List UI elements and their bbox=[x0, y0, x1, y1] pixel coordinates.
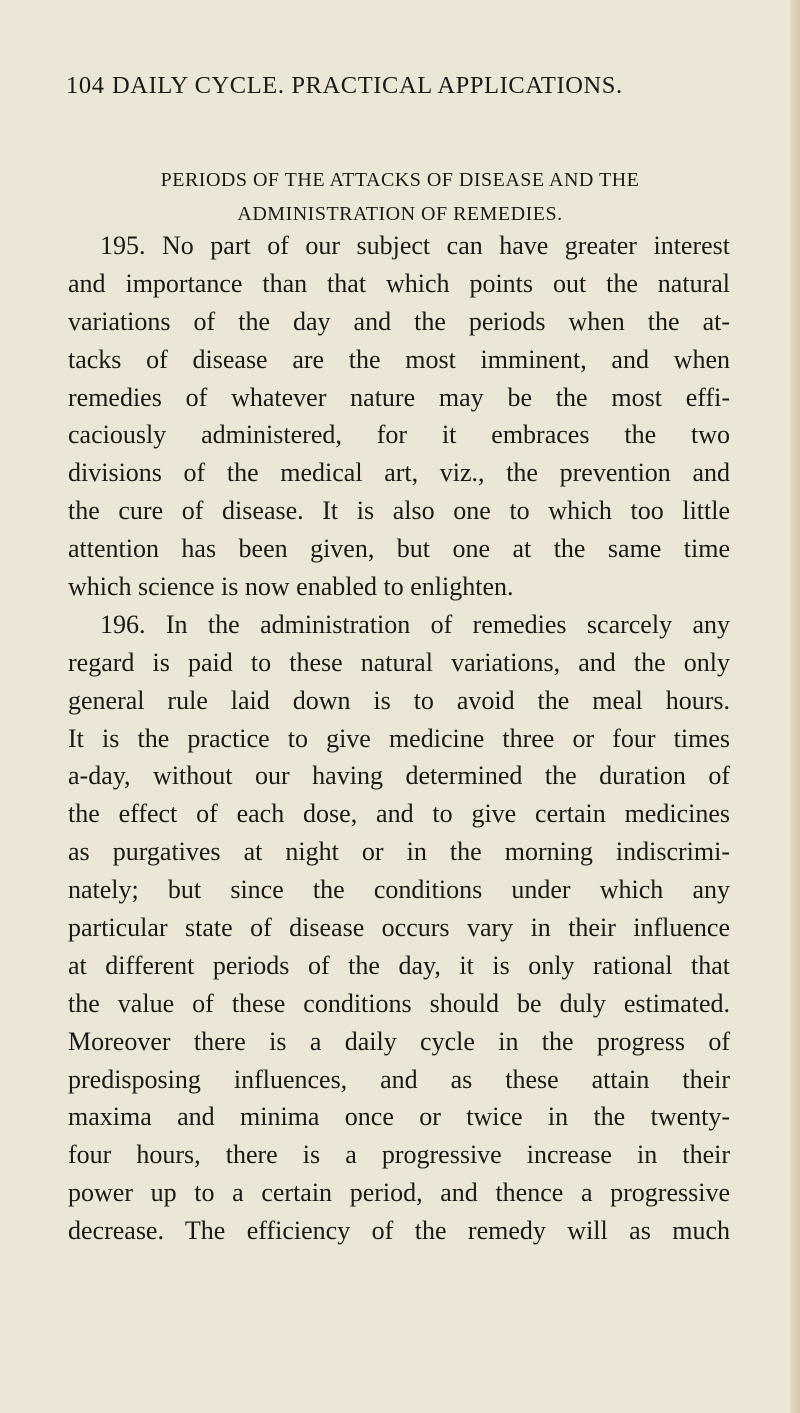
text-line: divisions of the medical art, viz., the prevention and bbox=[68, 458, 730, 488]
running-head bbox=[66, 72, 706, 112]
text-line: Moreover there is a daily cycle in the progress of bbox=[68, 1026, 730, 1056]
text-line: nately; but since the conditions under which any bbox=[68, 875, 730, 905]
text-line: particular state of disease occurs vary in their influence bbox=[68, 913, 730, 943]
text-line: maxima and minima once or twice in the twenty- bbox=[68, 1102, 730, 1132]
text-line: general rule laid down is to avoid the meal hours. bbox=[68, 685, 730, 715]
text-line: remedies of whatever nature may be the most effi- bbox=[68, 382, 730, 412]
text-line: attention has been given, but one at the same time bbox=[68, 534, 730, 564]
text-line: power up to a certain period, and thence a progressive bbox=[68, 1178, 730, 1208]
text-line: tacks of disease are the most imminent, and when bbox=[68, 344, 730, 374]
text-line: a-day, without our having determined the duration of bbox=[68, 761, 730, 791]
text-line: the cure of disease. It is also one to which too little bbox=[68, 496, 730, 526]
text-line: the effect of each dose, and to give certain medicines bbox=[68, 799, 730, 829]
section-title-line-2: ADMINISTRATION OF REMEDIES. bbox=[237, 203, 563, 225]
body-text bbox=[68, 227, 730, 1250]
text-line: 196. In the administration of remedies scarcely any bbox=[100, 609, 730, 639]
text-line: variations of the day and the periods when the at- bbox=[68, 306, 730, 336]
text-line: 195. No part of our subject can have greater interest bbox=[100, 231, 730, 260]
text-line: It is the practice to give medicine three or four times bbox=[68, 723, 730, 753]
text-line: predisposing influences, and as these attain their bbox=[68, 1064, 730, 1094]
text-line: decrease. The efficiency of the remedy will as much bbox=[68, 1216, 730, 1246]
text-line: and importance than that which points out the natural bbox=[68, 268, 730, 298]
section-title bbox=[70, 163, 730, 231]
page-edge bbox=[790, 0, 800, 1413]
text-line: four hours, there is a progressive increase in their bbox=[68, 1140, 730, 1170]
section-title-line-1: PERIODS OF THE ATTACKS OF DISEASE AND THE bbox=[160, 169, 640, 191]
running-head-title: DAILY CYCLE. PRACTICAL APPLICATIONS. bbox=[112, 72, 623, 99]
text-line: the value of these conditions should be duly estimated. bbox=[68, 988, 730, 1018]
page-number: 104 bbox=[66, 72, 105, 99]
text-line: at different periods of the day, it is only rational that bbox=[68, 950, 730, 980]
text-line: caciously administered, for it embraces the two bbox=[68, 420, 730, 450]
text-line: regard is paid to these natural variations, and the only bbox=[68, 647, 730, 677]
text-line: which science is now enabled to enlighten. bbox=[68, 572, 514, 602]
text-line: as purgatives at night or in the morning indiscrimi- bbox=[68, 837, 730, 867]
